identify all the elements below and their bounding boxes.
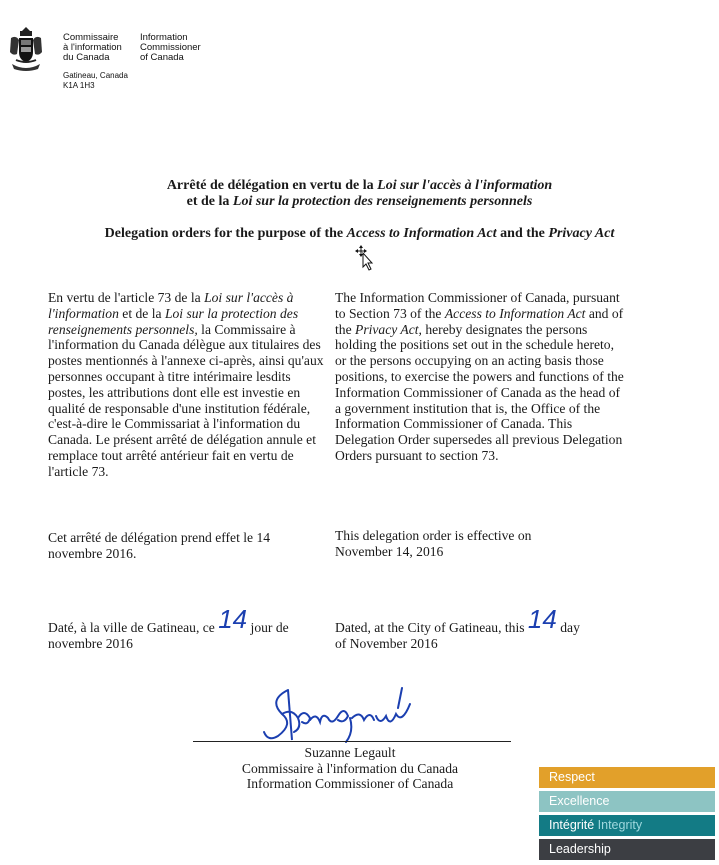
- value-label: Leadership: [549, 842, 611, 856]
- value-bar-excellence: [539, 791, 715, 812]
- address-line: K1A 1H3: [63, 81, 95, 90]
- handwritten-signature: [258, 678, 433, 750]
- title-fr-part: et de la: [186, 194, 233, 209]
- signatory-title-en: Information Commissioner of Canada: [246, 776, 454, 791]
- title-french: [0, 178, 719, 210]
- title-en-act-name: Access to Information Act: [346, 226, 497, 241]
- signatory-title-fr: Commissaire à l'information du Canada: [241, 760, 459, 776]
- letterhead-fr-line: à l'information: [63, 42, 122, 53]
- value-bar-respect: [539, 767, 715, 788]
- act-name: Privacy Act,: [355, 321, 422, 337]
- signatory-name: Suzanne Legault: [304, 745, 396, 760]
- letterhead-address: [63, 71, 128, 91]
- value-bar-leadership: [539, 839, 715, 860]
- handwritten-day: 14: [218, 604, 248, 634]
- dated-text: jour de: [247, 620, 289, 635]
- french-dated-line: [48, 604, 324, 652]
- english-effective-date: This delegation order is effective on November 14, 2016: [335, 528, 532, 559]
- title-english: [0, 226, 719, 242]
- value-bar-integrity: [539, 815, 715, 836]
- letterhead-en-line: of Canada: [140, 52, 184, 63]
- title-en-part: Delegation orders for the purpose of the: [104, 226, 347, 241]
- french-delegation-paragraph: [48, 290, 324, 480]
- dated-text: novembre 2016: [48, 635, 133, 651]
- act-name: Loi sur l'accès à l'information: [48, 290, 294, 321]
- dated-text: day: [556, 620, 580, 635]
- act-name: Loi sur la protection des renseignements personnels,: [48, 305, 299, 337]
- paragraph-text: hereby designates the persons holding the positions set out in the schedule hereto, or the persons occupying on an acting basis those positions, to exercise the powers and functions of the Information Commissioner of Canada as the head of a government institution that is, the Office of the Information Commissioner of Canada. This Delegation Order supersedes all previous Delegation Orders pursuant to section 73.: [335, 321, 624, 463]
- letterhead-fr-line: du Canada: [63, 52, 110, 63]
- dated-text: Dated, at the City of Gatineau, this: [335, 620, 528, 635]
- title-en-part: and the: [496, 226, 549, 241]
- value-label: Intégrité: [549, 818, 598, 832]
- letterhead-en-line: Commissioner: [140, 42, 201, 53]
- address-line: Gatineau, Canada: [63, 71, 128, 80]
- paragraph-text: The Information Commissioner of Canada, pursuant to Section 73 of the: [335, 290, 620, 321]
- title-en-act-name: Privacy Act: [548, 226, 615, 241]
- value-label: Excellence: [549, 794, 610, 808]
- canada-coat-of-arms-logo: [8, 26, 44, 72]
- act-name: Access to Information Act: [444, 305, 586, 321]
- paragraph-text: and of the: [335, 305, 624, 337]
- letterhead-french: [63, 33, 122, 63]
- french-effective-date: Cet arrêté de délégation prend effet le 14 novembre 2016.: [48, 530, 271, 561]
- paragraph-text: et de la: [118, 305, 165, 321]
- title-fr-part: Arrêté de délégation en vertu de la: [166, 178, 378, 193]
- letterhead-en-line: Information: [140, 32, 188, 43]
- signature-line: [193, 741, 511, 742]
- value-label-english: Integrity: [597, 818, 643, 832]
- signatory-block: [150, 745, 550, 792]
- letterhead-fr-line: Commissaire: [63, 32, 119, 43]
- english-dated-line: [335, 604, 625, 652]
- dated-text: of November 2016: [335, 635, 438, 651]
- dated-text: Daté, à la ville de Gatineau, ce: [48, 620, 219, 635]
- title-fr-act-name: Loi sur l'accès à l'information: [377, 178, 553, 193]
- value-label: Respect: [549, 770, 595, 784]
- english-delegation-paragraph: [335, 290, 625, 464]
- handwritten-day: 14: [527, 604, 557, 634]
- paragraph-text: la Commissaire à l'information du Canada délègue aux titulaires des postes mentionnés à l'annexe ci-après, ainsi qu'aux personnes occupant à titre intérimaire lesdits postes, les attributions dont elle est investie en qualité de responsable d'une institution fédérale, c'est-à-dire le Commissariat à l'information du Canada. Le présent arrêté de délégation annule et remplace tout arrêté antérieur fait en vertu de l'article 73.: [48, 321, 324, 479]
- letterhead-english: [140, 33, 201, 63]
- paragraph-text: En vertu de l'article 73 de la: [48, 290, 205, 305]
- title-fr-act-name: Loi sur la protection des renseignements personnels: [232, 194, 533, 209]
- move-cursor-icon: [354, 244, 376, 272]
